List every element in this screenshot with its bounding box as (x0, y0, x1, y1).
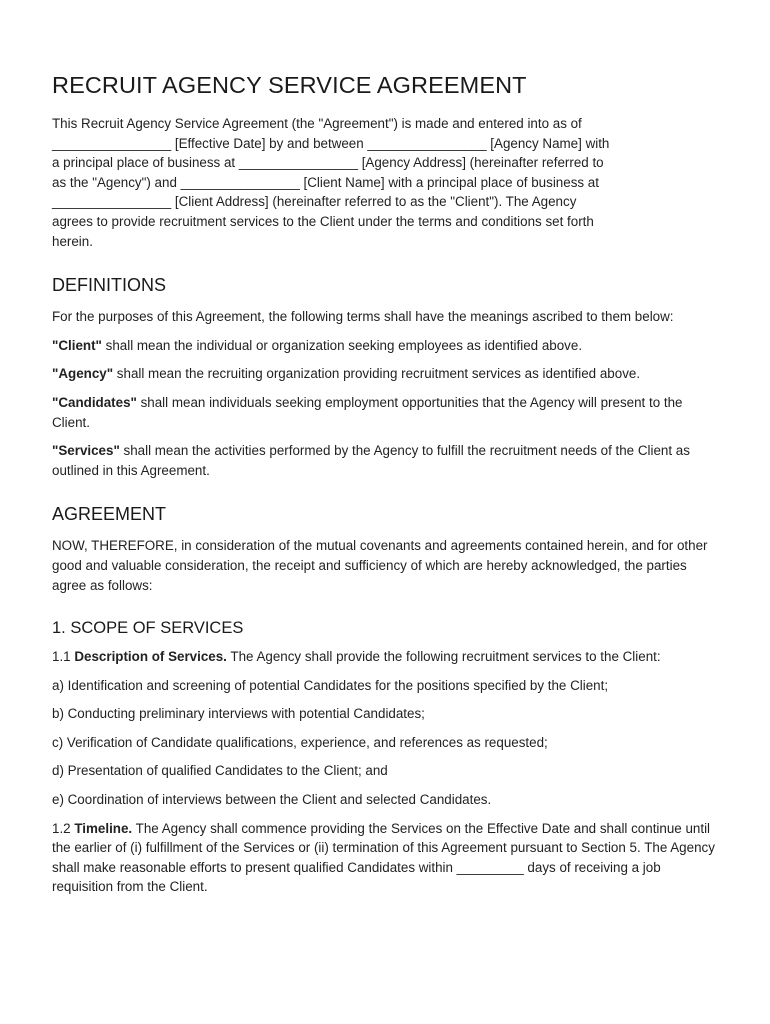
definition-text: shall mean individuals seeking employment opportunities that the Agency will present to the Client. (52, 394, 683, 430)
document-content (52, 70, 722, 906)
agreement-paragraph: NOW, THEREFORE, in consideration of the mutual covenants and agreements contained herein, and for other good and valuable consideration, the receipt and sufficiency of which are hereby acknowledged, the parties agree as follows: (52, 538, 708, 593)
clause-number: 1.2 (52, 820, 75, 836)
definition-term: "Client" (52, 337, 102, 353)
clause-number: 1.1 (52, 649, 75, 665)
clause-title: Timeline. (74, 820, 133, 836)
definition-term: "Services" (52, 443, 120, 459)
intro-line: as the "Agency") and ________________ [Client Name] with a principal place of business at (52, 174, 599, 190)
definition-client (52, 336, 722, 356)
clause-text: The Agency shall commence providing the Services on the Effective Date and shall continue until the earlier of (i) fulfillment of the Services or (ii) termination of this Agreement pursuant to Section 5. The Agency shall make reasonable efforts to present qualified Candidates within _________ days of receiving a job requisition from the Client. (52, 820, 715, 895)
clause-text: The Agency shall provide the following recruitment services to the Client: (226, 649, 661, 665)
service-list-item: a) Identification and screening of potential Candidates for the positions specified by the Client; (52, 677, 609, 693)
definition-text: shall mean the individual or organization seeking employees as identified above. (101, 337, 583, 353)
definition-text: shall mean the recruiting organization providing recruitment services as identified above. (113, 366, 641, 382)
definitions-heading: DEFINITIONS (52, 275, 167, 296)
clause-1-1 (52, 647, 722, 667)
definition-term: "Candidates" (52, 394, 137, 410)
definitions-lead: For the purposes of this Agreement, the following terms shall have the meanings ascribed to them below: (52, 309, 674, 325)
document-title: RECRUIT AGENCY SERVICE AGREEMENT (52, 72, 527, 98)
intro-line: ________________ [Effective Date] by and between ________________ [Agency Name] with (52, 135, 610, 151)
definition-term: "Agency" (52, 366, 114, 382)
definition-services (52, 441, 722, 480)
service-list-item: b) Conducting preliminary interviews with potential Candidates; (52, 706, 425, 722)
service-list-item: c) Verification of Candidate qualifications, experience, and references as requested; (52, 734, 548, 750)
intro-paragraph (52, 114, 722, 251)
intro-line: herein. (52, 233, 93, 249)
definition-candidates (52, 393, 722, 432)
clause-title: Description of Services. (74, 649, 227, 665)
definition-agency (52, 364, 722, 384)
intro-line: ________________ [Client Address] (hereinafter referred to as the "Client"). The Agency (52, 194, 577, 210)
intro-line: a principal place of business at ________________ [Agency Address] (hereinafter referred to (52, 155, 604, 171)
clause-1-2 (52, 819, 722, 897)
definition-text: shall mean the activities performed by the Agency to fulfill the recruitment needs of the Client as outlined in this Agreement. (52, 443, 690, 478)
intro-line: This Recruit Agency Service Agreement (the "Agreement") is made and entered into as of (52, 116, 582, 131)
service-list-item: e) Coordination of interviews between the Client and selected Candidates. (52, 792, 492, 808)
intro-line: agrees to provide recruitment services to the Client under the terms and conditions set forth (52, 213, 594, 229)
agreement-heading: AGREEMENT (52, 504, 167, 525)
scope-heading: 1. SCOPE OF SERVICES (52, 619, 244, 638)
service-list-item: d) Presentation of qualified Candidates to the Client; and (52, 763, 388, 779)
